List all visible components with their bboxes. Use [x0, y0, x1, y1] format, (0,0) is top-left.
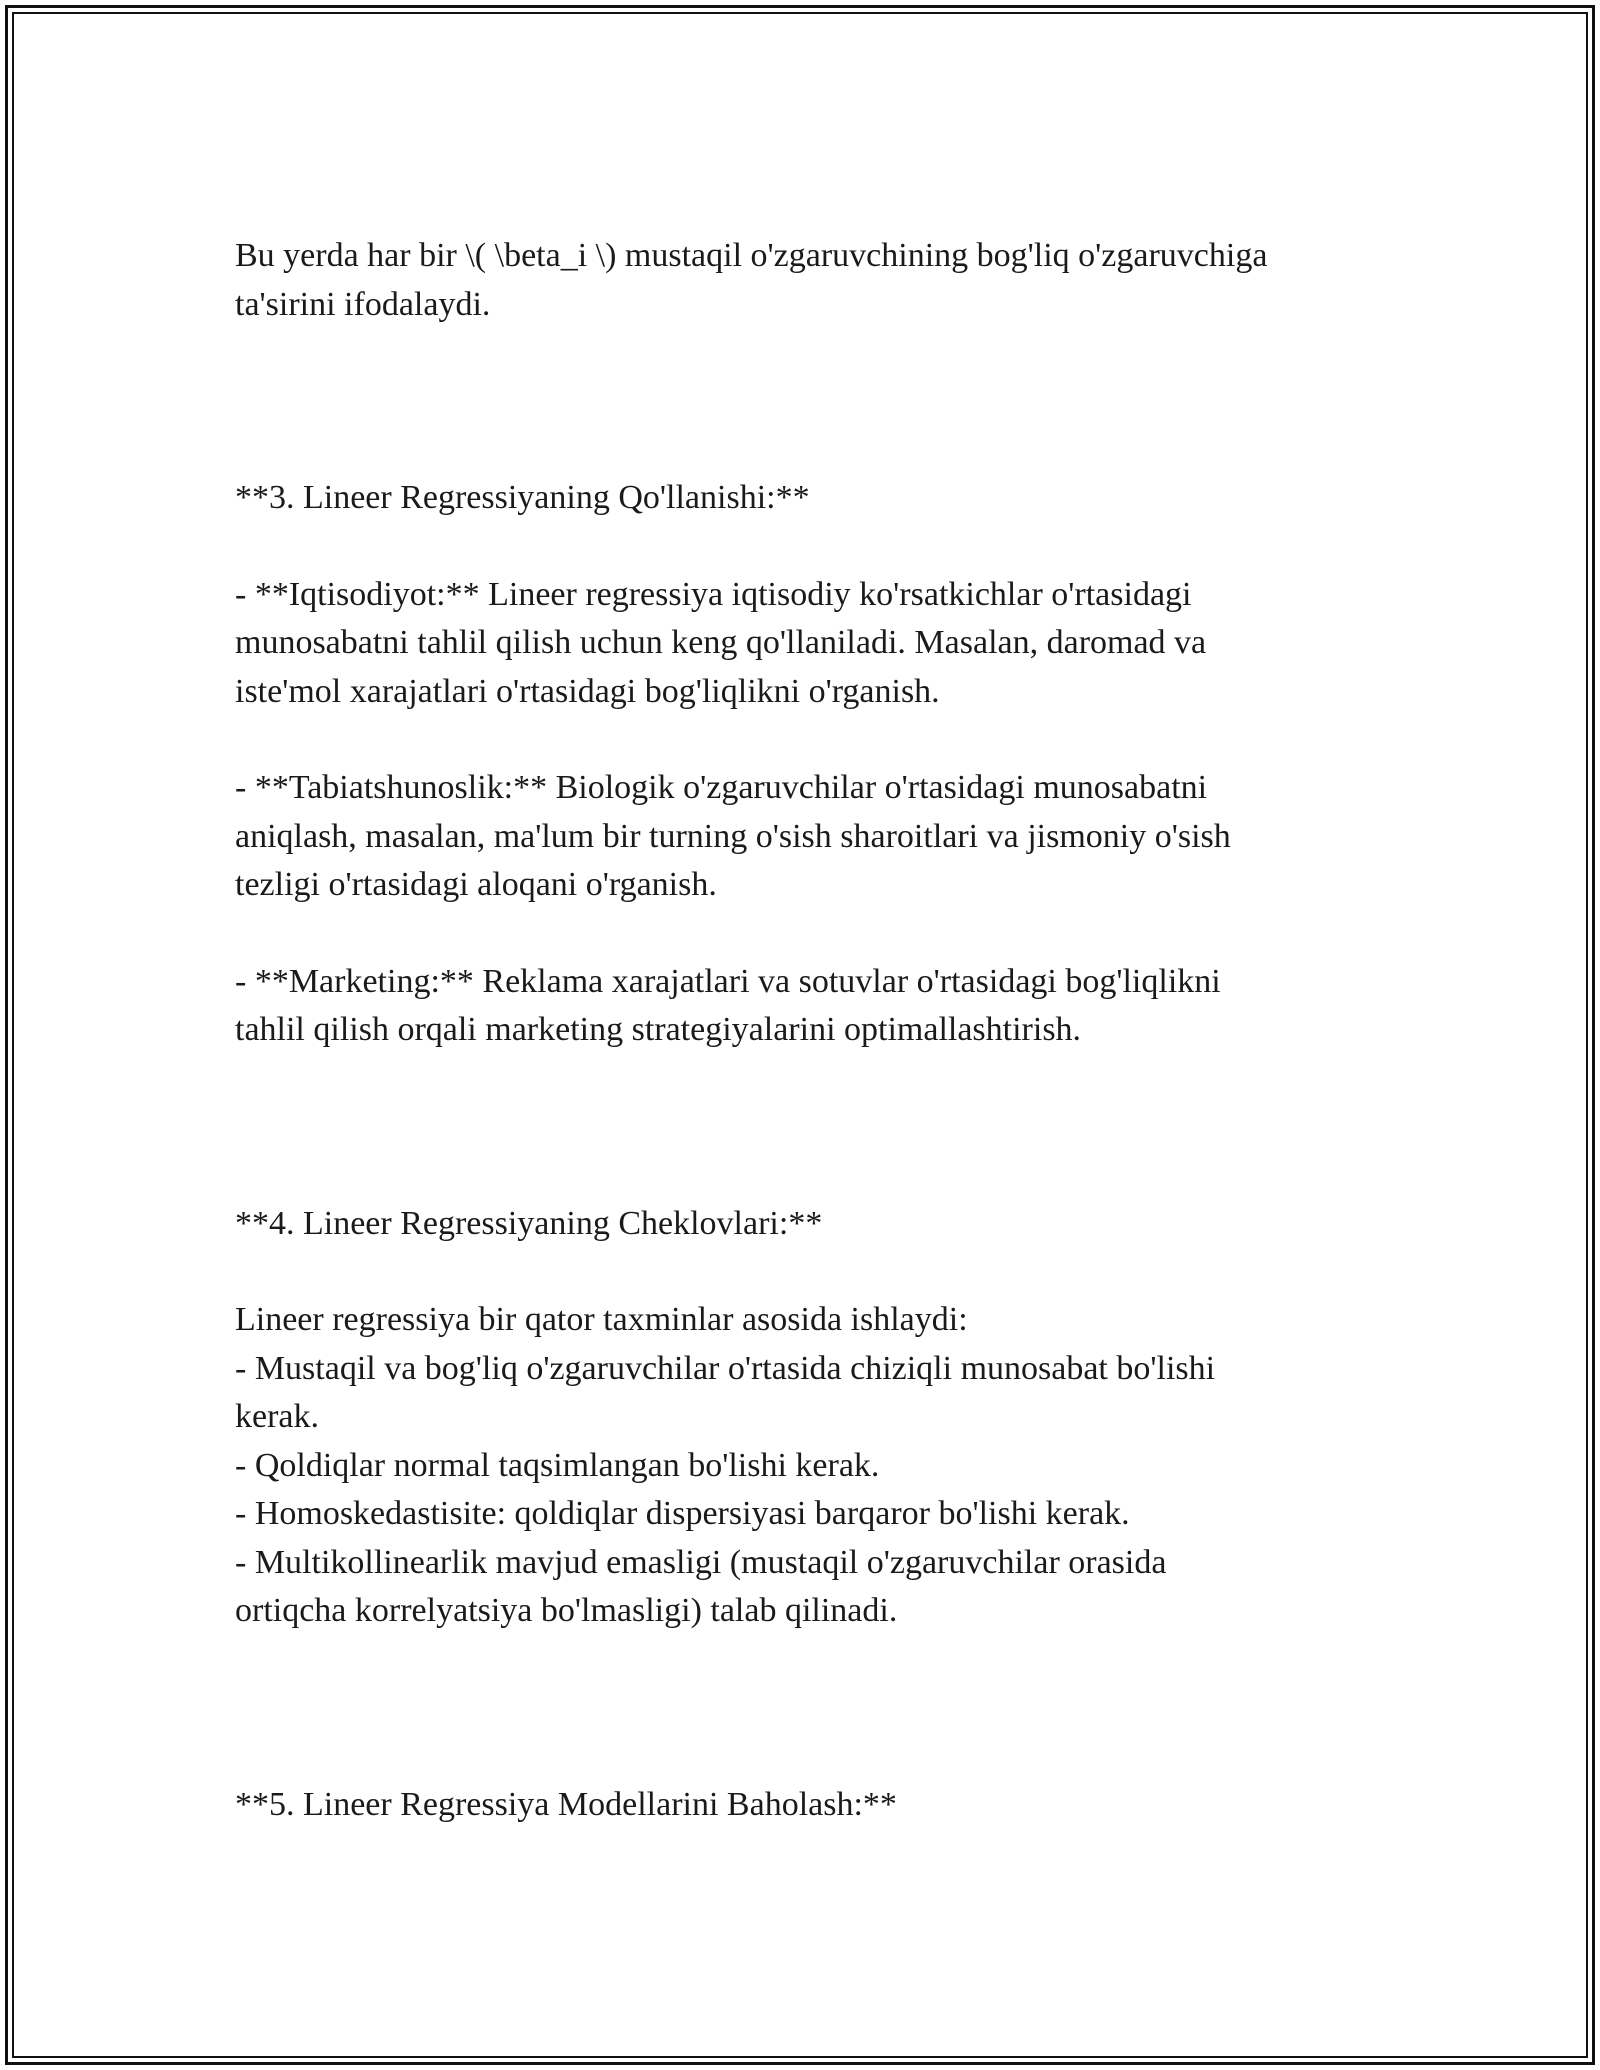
- list-item-marketing: - **Marketing:** Reklama xarajatlari va sotuvlar o'rtasidagi bog'liqlikni tahlil qilish orqali marketing strategiyalarini optimallashtirish.: [235, 962, 1221, 1048]
- list-item-economics: - **Iqtisodiyot:** Lineer regressiya iqtisodiy ko'rsatkichlar o'rtasidagi munosabatni tahlil qilish uchun keng qo'llaniladi. Masalan, daromad va iste'mol xarajatlari o'rtasidagi bog'liqlikni o'rganish.: [235, 575, 1207, 710]
- section-heading-evaluation: **5. Lineer Regressiya Modellarini Baholash:**: [235, 1785, 897, 1823]
- paragraph-beta-explanation: Bu yerda har bir \( \beta_i \) mustaqil o'zgaruvchining bog'liq o'zgaruvchiga ta'sirini ifodalaydi.: [235, 237, 1268, 323]
- section-heading-applications: **3. Lineer Regressiyaning Qo'llanishi:**: [235, 479, 810, 516]
- section-heading-limitations: **4. Lineer Regressiyaning Cheklovlari:**: [235, 1204, 823, 1242]
- list-item-natural-science: - **Tabiatshunoslik:** Biologik o'zgaruvchilar o'rtasidagi munosabatni aniqlash, masalan, ma'lum bir turning o'sish sharoitlari va jismoniy o'sish tezligi o'rtasidagi aloqani o'rganish.: [235, 769, 1231, 903]
- document-body: [235, 232, 1375, 1829]
- paragraph-assumptions: Lineer regressiya bir qator taxminlar asosida ishlaydi: - Mustaqil va bog'liq o'zgaruvchilar o'rtasida chiziqli munosabat bo'lishi kerak. - Qoldiqlar normal taqsimlangan bo'lishi kerak. - Homoskedastisite: qoldiqlar dispersiyasi barqaror bo'lishi kerak. - Multikollinearlik mavjud emasligi (mustaqil o'zgaruvchilar orasida ortiqcha korrelyatsiya bo'lmasligi) talab qilinadi.: [235, 1301, 1216, 1629]
